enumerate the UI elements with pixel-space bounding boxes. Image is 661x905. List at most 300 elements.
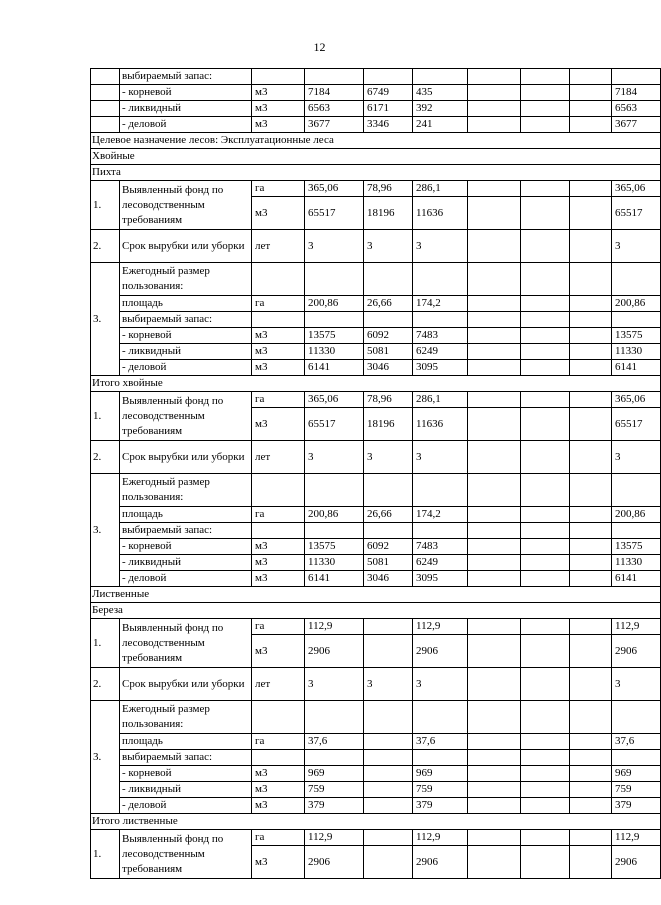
value-cell	[570, 69, 612, 85]
total-cell	[612, 701, 661, 734]
value-cell: 6092	[364, 539, 413, 555]
table-row	[91, 619, 661, 635]
section-title: Целевое назначение лесов: Эксплуатационные леса	[91, 133, 661, 149]
value-cell	[468, 507, 521, 523]
table-row	[91, 69, 661, 85]
value-cell	[413, 69, 468, 85]
value-cell	[521, 197, 570, 230]
value-cell: 286,1	[413, 181, 468, 197]
total-cell: 3	[612, 230, 661, 263]
table-row	[91, 441, 661, 474]
value-cell	[570, 328, 612, 344]
value-cell: 65517	[305, 408, 364, 441]
table-row	[91, 101, 661, 117]
value-cell	[521, 474, 570, 507]
value-cell	[570, 408, 612, 441]
unit-cell: м3	[252, 197, 305, 230]
value-cell	[521, 555, 570, 571]
total-cell: 65517	[612, 408, 661, 441]
value-cell	[521, 441, 570, 474]
unit-cell: м3	[252, 117, 305, 133]
value-cell	[468, 360, 521, 376]
section-row	[91, 165, 661, 181]
unit-cell: га	[252, 181, 305, 197]
total-cell: 3	[612, 668, 661, 701]
unit-cell: м3	[252, 328, 305, 344]
section-title: Пихта	[91, 165, 661, 181]
value-cell	[305, 523, 364, 539]
value-cell: 286,1	[413, 392, 468, 408]
row-number: 3.	[91, 474, 120, 587]
table-row	[91, 263, 661, 296]
table-row	[91, 507, 661, 523]
table-row	[91, 312, 661, 328]
value-cell	[570, 571, 612, 587]
row-label: Выявленный фонд по лесоводственным требованиям	[120, 619, 252, 668]
value-cell	[468, 830, 521, 846]
row-number	[91, 101, 120, 117]
value-cell: 3	[413, 230, 468, 263]
value-cell	[521, 830, 570, 846]
value-cell: 18196	[364, 408, 413, 441]
value-cell: 112,9	[413, 830, 468, 846]
total-cell: 6563	[612, 101, 661, 117]
value-cell	[468, 798, 521, 814]
value-cell: 78,96	[364, 181, 413, 197]
unit-cell: м3	[252, 344, 305, 360]
value-cell	[468, 197, 521, 230]
unit-cell: га	[252, 296, 305, 312]
value-cell: 3	[413, 668, 468, 701]
total-cell	[612, 750, 661, 766]
value-cell	[468, 85, 521, 101]
value-cell: 5081	[364, 344, 413, 360]
value-cell	[364, 635, 413, 668]
value-cell: 18196	[364, 197, 413, 230]
value-cell: 6092	[364, 328, 413, 344]
row-label: выбираемый запас:	[120, 750, 252, 766]
value-cell	[521, 408, 570, 441]
total-cell: 11330	[612, 344, 661, 360]
unit-cell: м3	[252, 798, 305, 814]
row-label: Выявленный фонд по лесоводственным требованиям	[120, 830, 252, 879]
table-row	[91, 360, 661, 376]
value-cell	[521, 85, 570, 101]
value-cell: 969	[305, 766, 364, 782]
value-cell: 2906	[305, 846, 364, 879]
value-cell	[521, 230, 570, 263]
unit-cell: м3	[252, 782, 305, 798]
value-cell	[305, 474, 364, 507]
unit-cell: га	[252, 507, 305, 523]
value-cell: 6141	[305, 360, 364, 376]
value-cell	[521, 360, 570, 376]
row-label: Выявленный фонд по лесоводственным требованиям	[120, 392, 252, 441]
table-row	[91, 523, 661, 539]
total-cell: 379	[612, 798, 661, 814]
total-cell: 200,86	[612, 507, 661, 523]
total-cell: 11330	[612, 555, 661, 571]
value-cell	[468, 101, 521, 117]
unit-cell: га	[252, 734, 305, 750]
value-cell	[468, 392, 521, 408]
value-cell: 174,2	[413, 296, 468, 312]
value-cell	[570, 474, 612, 507]
total-cell: 7184	[612, 85, 661, 101]
unit-cell: м3	[252, 766, 305, 782]
unit-cell	[252, 523, 305, 539]
value-cell	[521, 766, 570, 782]
row-label: - деловой	[120, 571, 252, 587]
value-cell	[521, 523, 570, 539]
value-cell	[570, 441, 612, 474]
value-cell	[570, 766, 612, 782]
value-cell	[468, 571, 521, 587]
value-cell	[570, 798, 612, 814]
value-cell	[570, 701, 612, 734]
value-cell	[364, 798, 413, 814]
row-label: Ежегодный размер пользования:	[120, 474, 252, 507]
value-cell	[570, 101, 612, 117]
row-label: площадь	[120, 507, 252, 523]
value-cell	[521, 798, 570, 814]
unit-cell: га	[252, 830, 305, 846]
value-cell: 379	[413, 798, 468, 814]
value-cell	[413, 263, 468, 296]
value-cell	[570, 523, 612, 539]
unit-cell	[252, 312, 305, 328]
value-cell: 13575	[305, 328, 364, 344]
total-cell: 6141	[612, 360, 661, 376]
row-label: - ликвидный	[120, 555, 252, 571]
value-cell	[468, 312, 521, 328]
table-row	[91, 555, 661, 571]
row-label: - ликвидный	[120, 344, 252, 360]
row-label: - деловой	[120, 117, 252, 133]
unit-cell: м3	[252, 571, 305, 587]
value-cell	[468, 701, 521, 734]
value-cell	[468, 523, 521, 539]
row-label: выбираемый запас:	[120, 312, 252, 328]
unit-cell: м3	[252, 555, 305, 571]
value-cell	[521, 571, 570, 587]
total-cell: 2906	[612, 846, 661, 879]
value-cell: 174,2	[413, 507, 468, 523]
value-cell	[570, 539, 612, 555]
total-cell: 37,6	[612, 734, 661, 750]
total-cell	[612, 312, 661, 328]
value-cell: 2906	[305, 635, 364, 668]
value-cell	[570, 635, 612, 668]
value-cell	[468, 328, 521, 344]
value-cell	[521, 668, 570, 701]
value-cell	[570, 197, 612, 230]
value-cell: 2906	[413, 846, 468, 879]
value-cell: 3	[364, 230, 413, 263]
value-cell: 3046	[364, 360, 413, 376]
total-cell: 3	[612, 441, 661, 474]
row-number: 2.	[91, 441, 120, 474]
value-cell	[364, 619, 413, 635]
value-cell	[521, 263, 570, 296]
value-cell	[468, 635, 521, 668]
value-cell: 13575	[305, 539, 364, 555]
value-cell: 759	[413, 782, 468, 798]
value-cell	[521, 507, 570, 523]
value-cell	[521, 101, 570, 117]
total-cell	[612, 474, 661, 507]
value-cell	[305, 69, 364, 85]
row-number	[91, 69, 120, 85]
value-cell: 3	[364, 441, 413, 474]
value-cell	[468, 408, 521, 441]
forest-use-table	[90, 68, 661, 879]
value-cell	[305, 312, 364, 328]
row-number: 2.	[91, 668, 120, 701]
value-cell: 11636	[413, 408, 468, 441]
total-cell	[612, 69, 661, 85]
total-cell	[612, 523, 661, 539]
value-cell	[521, 328, 570, 344]
value-cell: 112,9	[305, 619, 364, 635]
value-cell	[468, 441, 521, 474]
value-cell: 6249	[413, 344, 468, 360]
value-cell	[570, 312, 612, 328]
table-row	[91, 181, 661, 197]
section-row	[91, 603, 661, 619]
value-cell	[570, 555, 612, 571]
section-title: Береза	[91, 603, 661, 619]
table-row	[91, 782, 661, 798]
value-cell	[570, 296, 612, 312]
table-row	[91, 85, 661, 101]
unit-cell	[252, 701, 305, 734]
value-cell: 365,06	[305, 181, 364, 197]
section-row	[91, 587, 661, 603]
section-row	[91, 133, 661, 149]
table-row	[91, 230, 661, 263]
value-cell	[364, 782, 413, 798]
unit-cell: лет	[252, 441, 305, 474]
total-cell: 969	[612, 766, 661, 782]
table-row	[91, 701, 661, 734]
value-cell	[468, 668, 521, 701]
total-cell: 65517	[612, 197, 661, 230]
value-cell	[570, 230, 612, 263]
value-cell	[364, 312, 413, 328]
unit-cell	[252, 474, 305, 507]
value-cell	[521, 117, 570, 133]
unit-cell: м3	[252, 408, 305, 441]
row-label: - ликвидный	[120, 101, 252, 117]
table-row	[91, 734, 661, 750]
unit-cell	[252, 69, 305, 85]
value-cell: 435	[413, 85, 468, 101]
section-title: Итого лиственные	[91, 814, 661, 830]
section-title: Лиственные	[91, 587, 661, 603]
value-cell: 365,06	[305, 392, 364, 408]
total-cell: 13575	[612, 328, 661, 344]
row-label: площадь	[120, 296, 252, 312]
value-cell: 5081	[364, 555, 413, 571]
row-number: 3.	[91, 701, 120, 814]
row-number: 3.	[91, 263, 120, 376]
row-label: - деловой	[120, 798, 252, 814]
table-row	[91, 392, 661, 408]
row-label: - деловой	[120, 360, 252, 376]
value-cell	[570, 782, 612, 798]
value-cell: 969	[413, 766, 468, 782]
value-cell	[521, 296, 570, 312]
value-cell	[468, 344, 521, 360]
value-cell	[364, 734, 413, 750]
value-cell	[468, 555, 521, 571]
total-cell: 3677	[612, 117, 661, 133]
value-cell: 7483	[413, 539, 468, 555]
value-cell: 11330	[305, 344, 364, 360]
value-cell	[570, 117, 612, 133]
value-cell	[468, 263, 521, 296]
row-label: Выявленный фонд по лесоводственным требованиям	[120, 181, 252, 230]
table-row	[91, 539, 661, 555]
total-cell	[612, 263, 661, 296]
total-cell: 200,86	[612, 296, 661, 312]
value-cell: 11636	[413, 197, 468, 230]
value-cell	[570, 263, 612, 296]
value-cell: 37,6	[305, 734, 364, 750]
value-cell: 6249	[413, 555, 468, 571]
value-cell	[570, 619, 612, 635]
value-cell	[521, 181, 570, 197]
unit-cell: м3	[252, 101, 305, 117]
value-cell: 379	[305, 798, 364, 814]
value-cell	[413, 701, 468, 734]
row-label: Ежегодный размер пользования:	[120, 701, 252, 734]
value-cell	[570, 846, 612, 879]
value-cell	[521, 846, 570, 879]
value-cell	[521, 750, 570, 766]
value-cell: 3	[305, 230, 364, 263]
value-cell: 2906	[413, 635, 468, 668]
value-cell: 7483	[413, 328, 468, 344]
value-cell	[521, 69, 570, 85]
value-cell	[570, 360, 612, 376]
unit-cell: м3	[252, 85, 305, 101]
row-number: 1.	[91, 619, 120, 668]
value-cell: 3	[364, 668, 413, 701]
section-row	[91, 149, 661, 165]
unit-cell: м3	[252, 635, 305, 668]
value-cell	[521, 701, 570, 734]
value-cell	[305, 750, 364, 766]
value-cell	[364, 846, 413, 879]
value-cell: 26,66	[364, 296, 413, 312]
value-cell	[570, 750, 612, 766]
value-cell	[364, 474, 413, 507]
unit-cell: лет	[252, 230, 305, 263]
value-cell	[521, 734, 570, 750]
total-cell: 112,9	[612, 830, 661, 846]
value-cell: 3095	[413, 571, 468, 587]
value-cell: 6563	[305, 101, 364, 117]
value-cell	[521, 635, 570, 668]
value-cell	[570, 668, 612, 701]
value-cell: 26,66	[364, 507, 413, 523]
value-cell: 3	[305, 668, 364, 701]
value-cell	[364, 263, 413, 296]
row-label: - корневой	[120, 85, 252, 101]
value-cell	[364, 69, 413, 85]
value-cell	[570, 507, 612, 523]
unit-cell: м3	[252, 846, 305, 879]
row-label: Срок вырубки или уборки	[120, 230, 252, 263]
value-cell	[413, 474, 468, 507]
unit-cell	[252, 263, 305, 296]
value-cell: 200,86	[305, 296, 364, 312]
value-cell: 3095	[413, 360, 468, 376]
value-cell	[468, 474, 521, 507]
value-cell: 3	[413, 441, 468, 474]
row-label: выбираемый запас:	[120, 69, 252, 85]
section-row	[91, 814, 661, 830]
value-cell	[468, 117, 521, 133]
total-cell: 2906	[612, 635, 661, 668]
value-cell	[570, 830, 612, 846]
row-label: - корневой	[120, 539, 252, 555]
table-row	[91, 798, 661, 814]
value-cell	[468, 539, 521, 555]
value-cell: 392	[413, 101, 468, 117]
section-row	[91, 376, 661, 392]
row-number: 1.	[91, 830, 120, 879]
value-cell	[570, 344, 612, 360]
row-label: - корневой	[120, 766, 252, 782]
value-cell	[305, 701, 364, 734]
value-cell	[570, 85, 612, 101]
total-cell: 365,06	[612, 181, 661, 197]
value-cell	[570, 734, 612, 750]
value-cell: 65517	[305, 197, 364, 230]
value-cell	[570, 181, 612, 197]
value-cell	[521, 392, 570, 408]
total-cell: 112,9	[612, 619, 661, 635]
table-row	[91, 766, 661, 782]
value-cell: 241	[413, 117, 468, 133]
value-cell	[413, 750, 468, 766]
value-cell	[468, 296, 521, 312]
value-cell	[521, 539, 570, 555]
unit-cell: м3	[252, 539, 305, 555]
row-label: Срок вырубки или уборки	[120, 668, 252, 701]
value-cell: 759	[305, 782, 364, 798]
value-cell	[468, 181, 521, 197]
table-row	[91, 474, 661, 507]
value-cell: 7184	[305, 85, 364, 101]
value-cell	[413, 523, 468, 539]
value-cell	[364, 750, 413, 766]
value-cell	[305, 263, 364, 296]
table-row	[91, 830, 661, 846]
row-label: - корневой	[120, 328, 252, 344]
value-cell: 78,96	[364, 392, 413, 408]
row-label: площадь	[120, 734, 252, 750]
value-cell: 3346	[364, 117, 413, 133]
value-cell	[468, 846, 521, 879]
value-cell: 6171	[364, 101, 413, 117]
value-cell	[468, 782, 521, 798]
value-cell	[364, 830, 413, 846]
value-cell: 112,9	[305, 830, 364, 846]
